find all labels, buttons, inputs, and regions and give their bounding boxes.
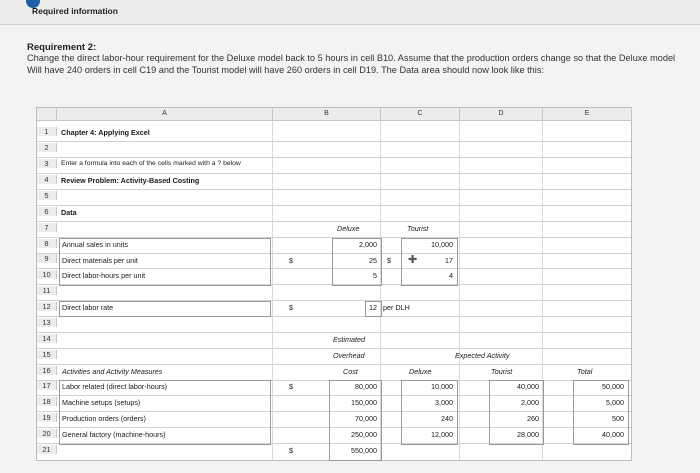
cell-review-problem[interactable]: Review Problem: Activity-Based Costing	[61, 176, 200, 185]
row-number[interactable]: 4	[37, 175, 57, 184]
cell-activity-label[interactable]: Production orders (orders)	[62, 414, 146, 423]
dollar-sign: $	[387, 256, 391, 265]
dollar-sign: $	[289, 446, 293, 455]
col-header-a[interactable]: A	[57, 108, 273, 121]
cell-activity-cost[interactable]: 80,000	[355, 382, 377, 391]
row-number[interactable]: 9	[37, 254, 57, 263]
header-deluxe-activity[interactable]: Deluxe	[409, 367, 432, 376]
row-number[interactable]: 2	[37, 143, 57, 152]
cell-annual-sales[interactable]: Annual sales in units	[62, 240, 128, 249]
row-number[interactable]: 14	[37, 334, 57, 343]
cell-activity-total[interactable]: 40,000	[602, 430, 624, 439]
cell-direct-materials[interactable]: Direct materials per unit	[62, 256, 138, 265]
cell-activity-tourist[interactable]: 2,000	[521, 398, 539, 407]
row-number[interactable]: 18	[37, 397, 57, 406]
row-number[interactable]: 8	[37, 239, 57, 248]
col-header-e[interactable]: E	[543, 108, 632, 121]
row-number[interactable]: 15	[37, 350, 57, 359]
cell-dlh-per-unit[interactable]: Direct labor-hours per unit	[62, 271, 146, 280]
row-number[interactable]: 12	[37, 302, 57, 311]
row-number[interactable]: 7	[37, 223, 57, 232]
cell-activity-cost[interactable]: 250,000	[351, 430, 377, 439]
row-number[interactable]: 1	[37, 127, 57, 136]
header-estimated[interactable]: Estimated	[333, 335, 365, 344]
header-tourist[interactable]: Tourist	[407, 224, 429, 233]
header-total[interactable]: Total	[577, 367, 593, 376]
cell-activity-tourist[interactable]: 260	[527, 414, 539, 423]
cell-activity-label[interactable]: Machine setups (setups)	[62, 398, 141, 407]
cell-activity-total[interactable]: 5,000	[606, 398, 624, 407]
row-number[interactable]: 20	[37, 429, 57, 438]
header-title: Required information	[32, 6, 118, 16]
cell-activity-deluxe[interactable]: 3,000	[435, 398, 453, 407]
cell-activity-total[interactable]: 50,000	[602, 382, 624, 391]
row-number[interactable]: 19	[37, 413, 57, 422]
requirement-title: Requirement 2:	[27, 42, 97, 53]
cell-activity-tourist[interactable]: 40,000	[517, 382, 539, 391]
row-number[interactable]: 6	[37, 207, 57, 216]
cell-instructions[interactable]: Enter a formula into each of the cells marked with a ? below	[61, 160, 241, 167]
cell-tourist-dlh[interactable]: 4	[449, 271, 453, 280]
row-number[interactable]: 11	[37, 286, 57, 295]
spreadsheet	[36, 107, 632, 461]
row-number[interactable]: 3	[37, 159, 57, 168]
cell-activity-cost[interactable]: 150,000	[351, 398, 377, 407]
cell-per-dlh[interactable]: per DLH	[383, 303, 410, 312]
cell-tourist-materials[interactable]: 17	[445, 256, 453, 265]
cell-chapter-title[interactable]: Chapter 4: Applying Excel	[61, 128, 150, 137]
cell-deluxe-materials[interactable]: 25	[369, 256, 377, 265]
row-number[interactable]: 13	[37, 318, 57, 327]
dollar-sign: $	[289, 303, 293, 312]
row-number[interactable]: 17	[37, 381, 57, 390]
row-number[interactable]: 10	[37, 270, 57, 279]
cell-activity-total[interactable]: 500	[612, 414, 624, 423]
cell-deluxe-sales[interactable]: 2,000	[359, 240, 377, 249]
header-overhead[interactable]: Overhead	[333, 351, 365, 360]
cell-total-overhead[interactable]: 550,000	[351, 446, 377, 455]
header-activities[interactable]: Activities and Activity Measures	[62, 367, 163, 376]
dollar-sign: $	[289, 256, 293, 265]
requirement-text: Change the direct labor-hour requirement for the Deluxe model back to 5 hours in cell B10. Assume that the production orders change so that the Deluxe model Will have 240 orders in cell C19 and the Tourist model will have 260 orders in cell D19. The Data area should now look like this:	[27, 53, 676, 75]
header-bar	[0, 0, 700, 25]
header-deluxe[interactable]: Deluxe	[337, 224, 360, 233]
header-cost[interactable]: Cost	[343, 367, 358, 376]
cell-tourist-sales[interactable]: 10,000	[431, 240, 453, 249]
cell-activity-cost[interactable]: 70,000	[355, 414, 377, 423]
header-tourist-activity[interactable]: Tourist	[491, 367, 513, 376]
dollar-sign: $	[289, 382, 293, 391]
cell-labor-rate[interactable]: 12	[369, 303, 377, 312]
cell-activity-deluxe[interactable]: 240	[441, 414, 453, 423]
cell-activity-deluxe[interactable]: 10,000	[431, 382, 453, 391]
col-header-c[interactable]: C	[381, 108, 460, 121]
cell-direct-labor-rate[interactable]: Direct labor rate	[62, 303, 114, 312]
corner-cell	[37, 108, 57, 121]
row-number[interactable]: 21	[37, 445, 57, 454]
col-header-b[interactable]: B	[273, 108, 381, 121]
cell-activity-tourist[interactable]: 28,000	[517, 430, 539, 439]
cell-activity-deluxe[interactable]: 12,000	[431, 430, 453, 439]
cell-activity-label[interactable]: Labor related (direct labor-hours)	[62, 382, 168, 391]
header-expected-activity[interactable]: Expected Activity	[455, 351, 510, 360]
plus-cursor-icon: ✚	[408, 254, 418, 266]
cell-activity-label[interactable]: General factory (machine-hours)	[62, 430, 166, 439]
cell-data-heading[interactable]: Data	[61, 208, 77, 217]
cell-deluxe-dlh[interactable]: 5	[373, 271, 377, 280]
col-header-d[interactable]: D	[460, 108, 543, 121]
row-number[interactable]: 16	[37, 366, 57, 375]
row-number[interactable]: 5	[37, 191, 57, 200]
